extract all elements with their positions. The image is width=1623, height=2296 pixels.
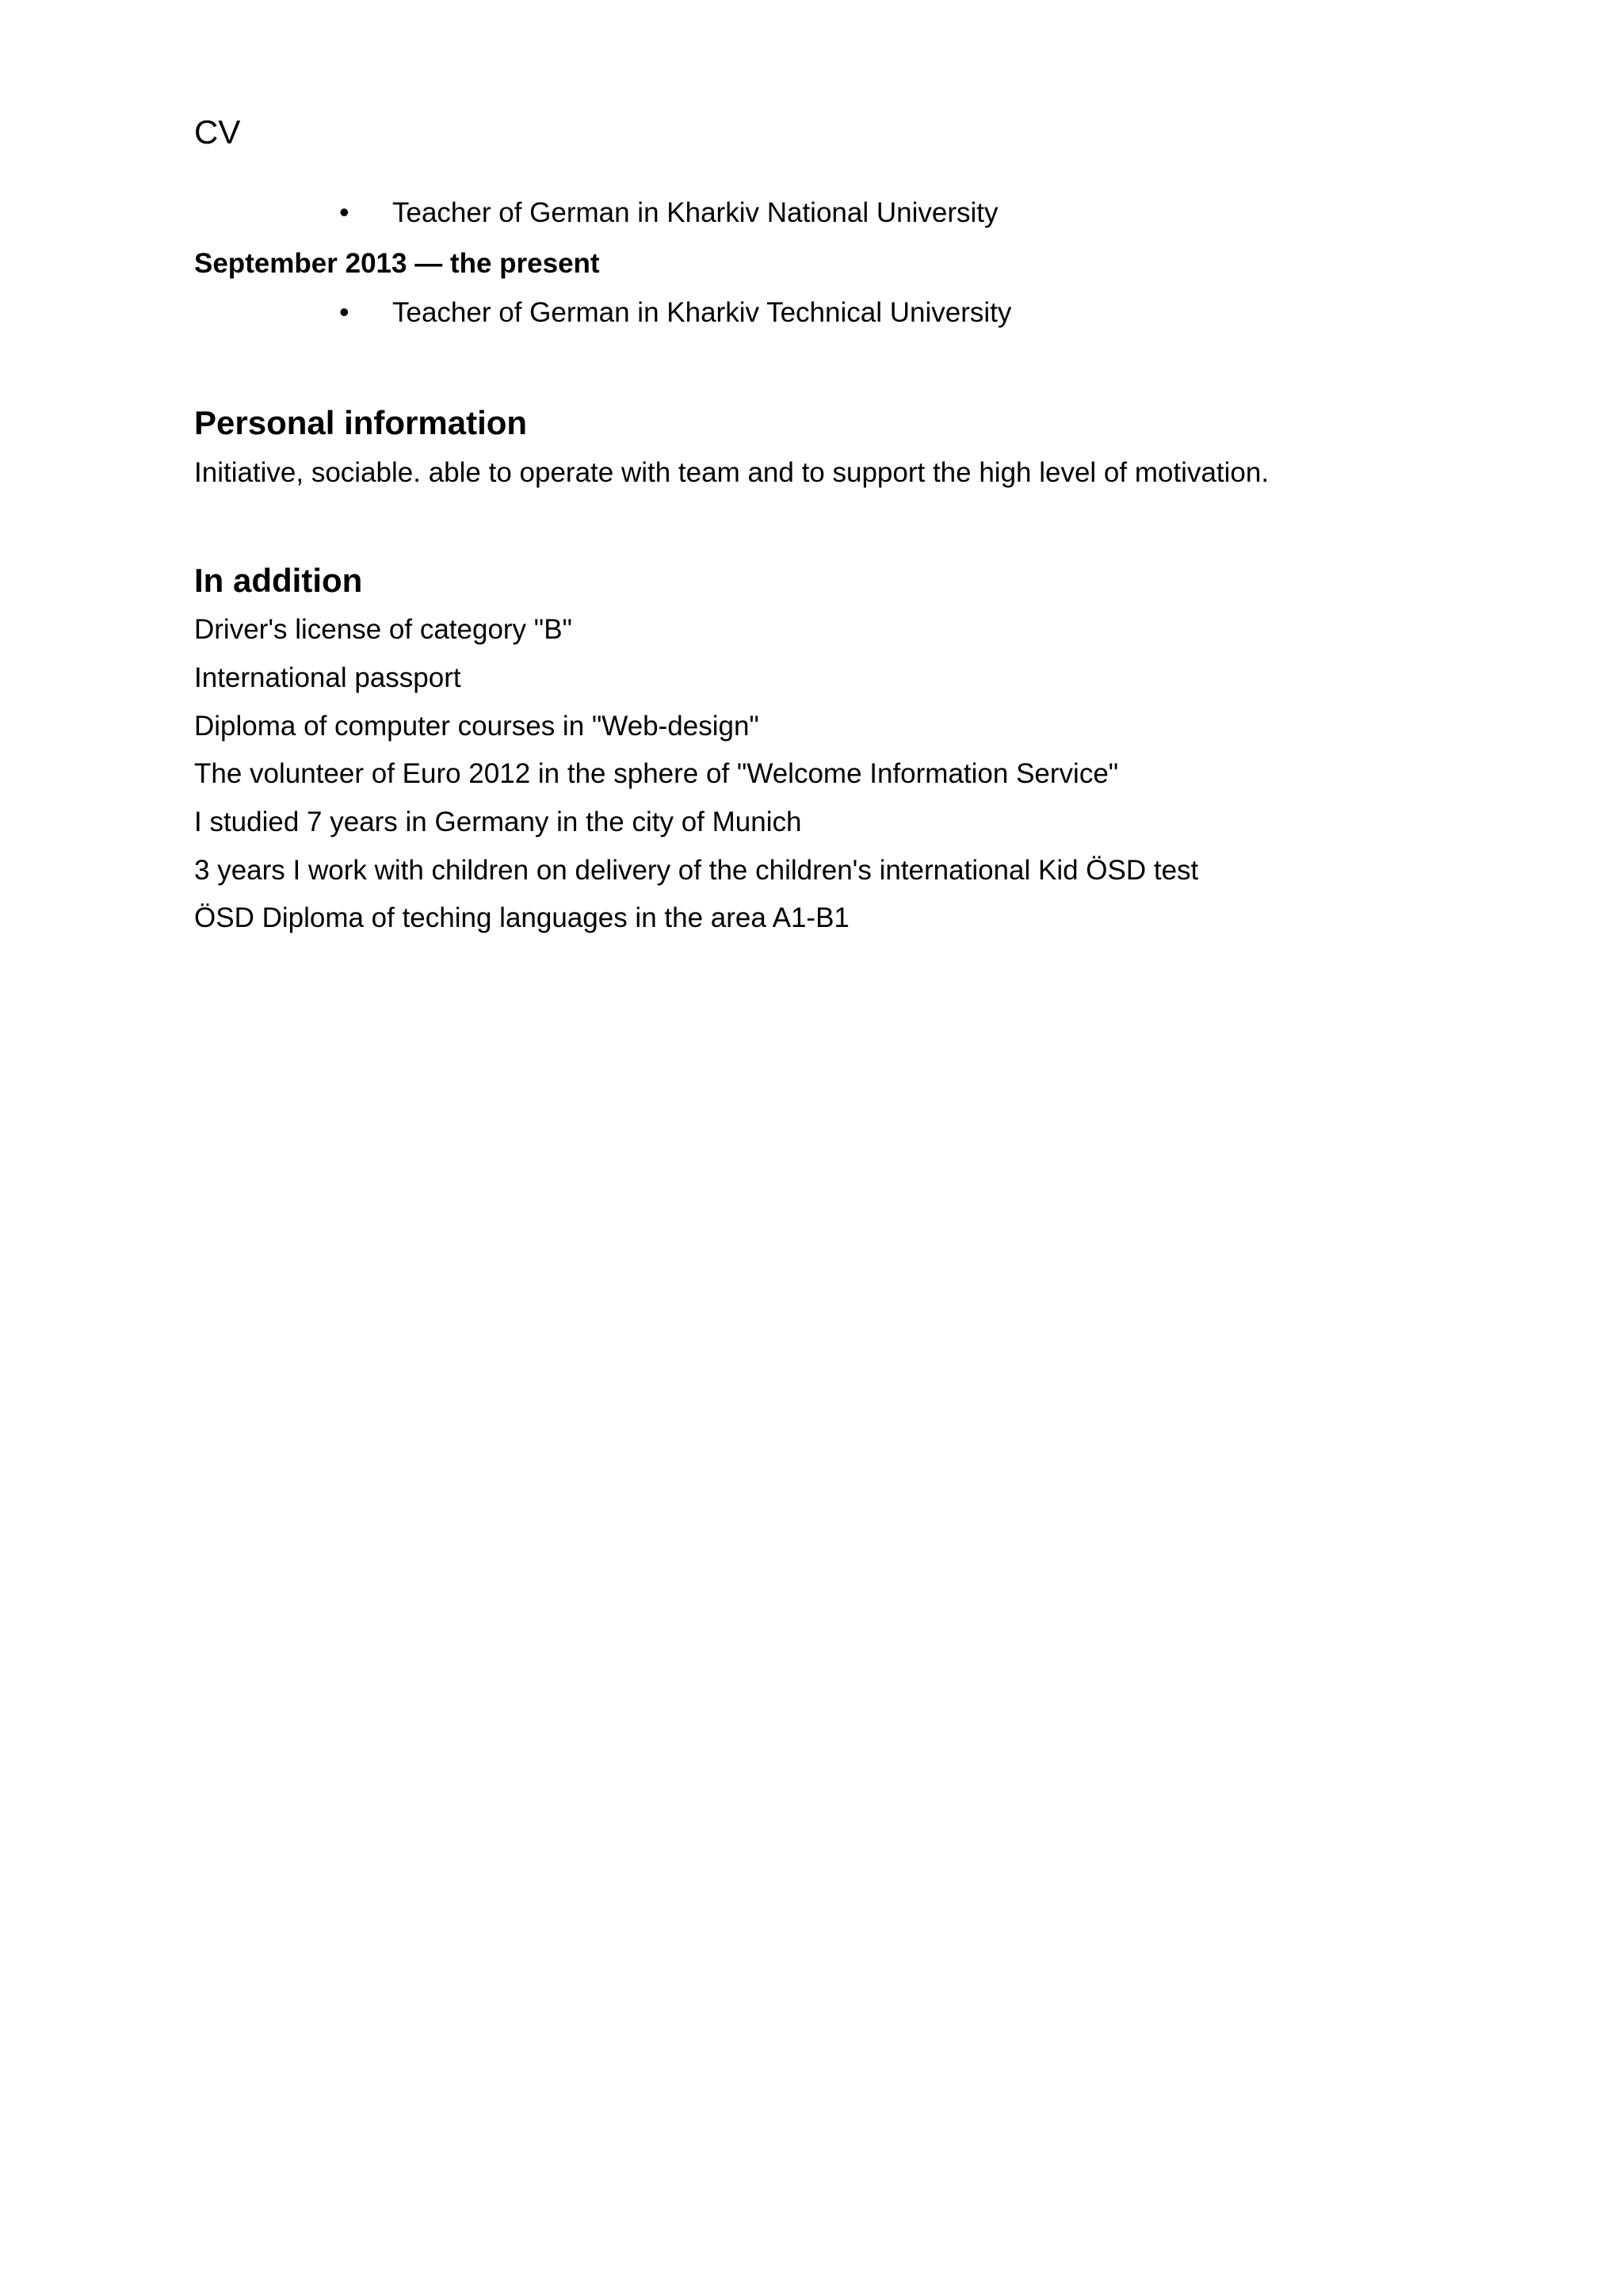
bullet-icon: • xyxy=(339,196,349,228)
bullet-icon: • xyxy=(339,296,349,328)
document-title: CV xyxy=(194,113,241,151)
employment-date: September 2013 — the present xyxy=(194,248,600,279)
list-item: Driver's license of category "B" xyxy=(194,614,572,645)
list-item: I studied 7 years in Germany in the city of Munich xyxy=(194,807,802,837)
personal-information-text: Initiative, sociable. able to operate with team and to support the high level of motivation. xyxy=(194,457,1270,488)
employment-item-2: Teacher of German in Kharkiv Technical University xyxy=(392,297,1012,328)
list-item: 3 years I work with children on delivery of the children's international Kid ÖSD test xyxy=(194,855,1199,886)
employment-item-1: Teacher of German in Kharkiv National University xyxy=(392,197,999,228)
section-heading-in-addition: In addition xyxy=(194,562,363,599)
list-item: International passport xyxy=(194,662,461,693)
list-item: The volunteer of Euro 2012 in the sphere of "Welcome Information Service" xyxy=(194,758,1119,789)
section-heading-personal-information: Personal information xyxy=(194,404,528,441)
list-item: Diploma of computer courses in "Web-design" xyxy=(194,711,759,742)
list-item: ÖSD Diploma of teching languages in the area A1-B1 xyxy=(194,902,850,933)
